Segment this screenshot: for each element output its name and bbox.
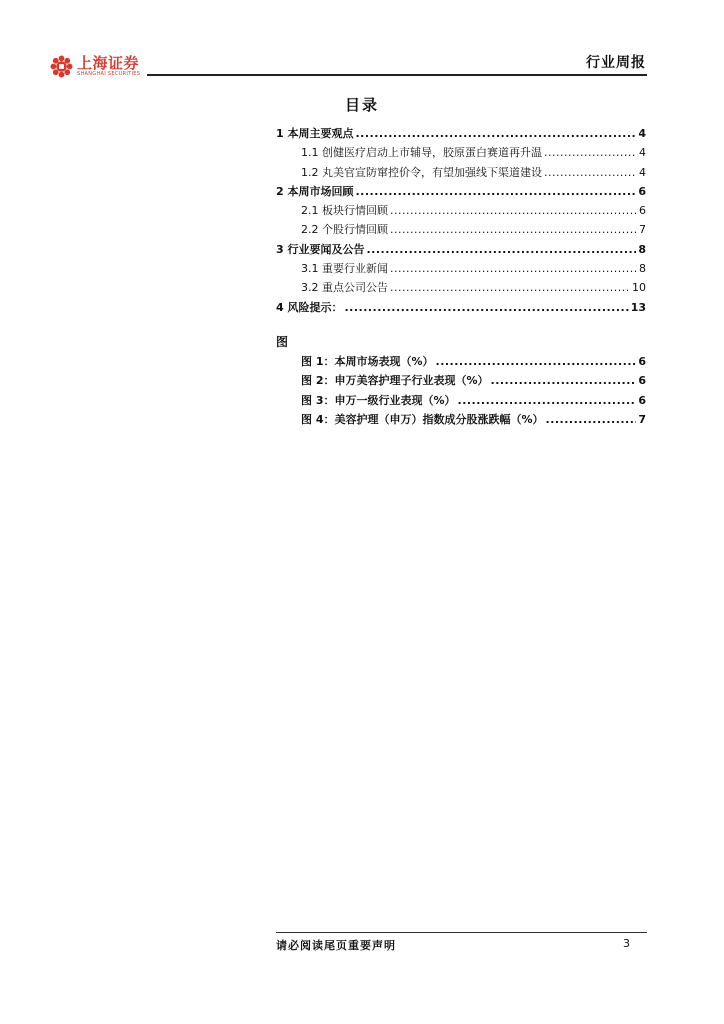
toc-subsection-entry[interactable] [276,259,646,278]
entry-label: 3.2 重点公司公告 [301,281,388,295]
entry-page-number: 13 [630,300,646,314]
entry-page-number: 6 [639,204,646,218]
dot-leader [491,371,637,390]
toc-subsection-entry[interactable] [276,143,646,162]
entry-page-number: 7 [638,412,646,426]
page-number: 3 [623,937,630,950]
entry-page-number: 6 [638,374,646,388]
entry-page-number: 8 [638,242,646,256]
entry-label: 图 1：本周市场表现（%） [301,355,434,368]
logo-english-name: SHANGHAI SECURITIES [77,71,141,77]
entry-page-number: 6 [638,393,646,407]
entry-label: 3 行业要闻及公告 [276,242,365,256]
page-header [0,0,724,82]
toc-section-entry[interactable] [276,124,646,143]
toc-section-entry[interactable] [276,182,646,201]
dot-leader [390,201,637,220]
toc-section-entry[interactable] [276,240,646,259]
figure-list-entry[interactable] [276,371,646,390]
entry-label: 图 2：申万美容护理子行业表现（%） [301,374,489,388]
figure-list-entry[interactable] [276,352,646,371]
entry-page-number: 6 [638,184,646,198]
entry-page-number: 4 [639,146,646,160]
entry-label: 4 风险提示： [276,300,343,314]
entry-page-number: 7 [639,223,646,237]
toc-subsection-entry[interactable] [276,163,646,182]
entry-label: 3.1 重要行业新闻 [301,262,388,276]
figure-list-entry[interactable] [276,391,646,410]
disclaimer-note: 请必阅读尾页重要声明 [276,939,396,952]
footer-divider [276,932,647,933]
figure-list-entry[interactable] [276,410,646,429]
company-logo [50,55,140,78]
dot-leader [344,298,628,317]
entry-label: 2 本周市场回顾 [276,184,354,198]
toc-title: 目录 [344,96,379,114]
logo-chinese-name: 上海证券 [77,54,140,72]
header-divider [147,74,647,76]
table-of-contents [276,124,646,317]
entry-label: 图 4：美容护理（申万）指数成分股涨跌幅（%） [301,412,544,426]
figure-list-heading: 图 [276,335,289,349]
entry-label: 2.2 个股行情回顾 [301,223,388,237]
report-type-label: 行业周报 [586,55,646,71]
dot-leader [544,143,637,162]
entry-label: 2.1 板块行情回顾 [301,204,388,218]
dot-leader [390,278,630,297]
dot-leader [390,220,637,239]
entry-page-number: 4 [639,165,646,179]
entry-page-number: 6 [638,355,646,368]
toc-subsection-entry[interactable] [276,220,646,239]
dot-leader [366,240,636,259]
entry-label: 1.1 创健医疗启动上市辅导，胶原蛋白赛道再升温 [301,146,542,160]
entry-page-number: 10 [632,281,646,295]
dot-leader [544,163,637,182]
toc-subsection-entry[interactable] [276,278,646,297]
entry-label: 1 本周主要观点 [276,127,354,140]
toc-subsection-entry[interactable] [276,201,646,220]
toc-section-entry[interactable] [276,298,646,317]
dot-leader [546,410,637,429]
entry-page-number: 8 [639,262,646,276]
dot-leader [355,182,636,201]
dot-leader [458,391,637,410]
dot-leader [436,352,637,371]
entry-label: 图 3：申万一级行业表现（%） [301,393,456,407]
figure-list [276,352,646,429]
logo-emblem-icon [50,55,73,78]
entry-page-number: 4 [638,127,646,140]
dot-leader [390,259,637,278]
dot-leader [355,124,636,143]
entry-label: 1.2 丸美官宣防窜控价令，有望加强线下渠道建设 [301,165,542,179]
